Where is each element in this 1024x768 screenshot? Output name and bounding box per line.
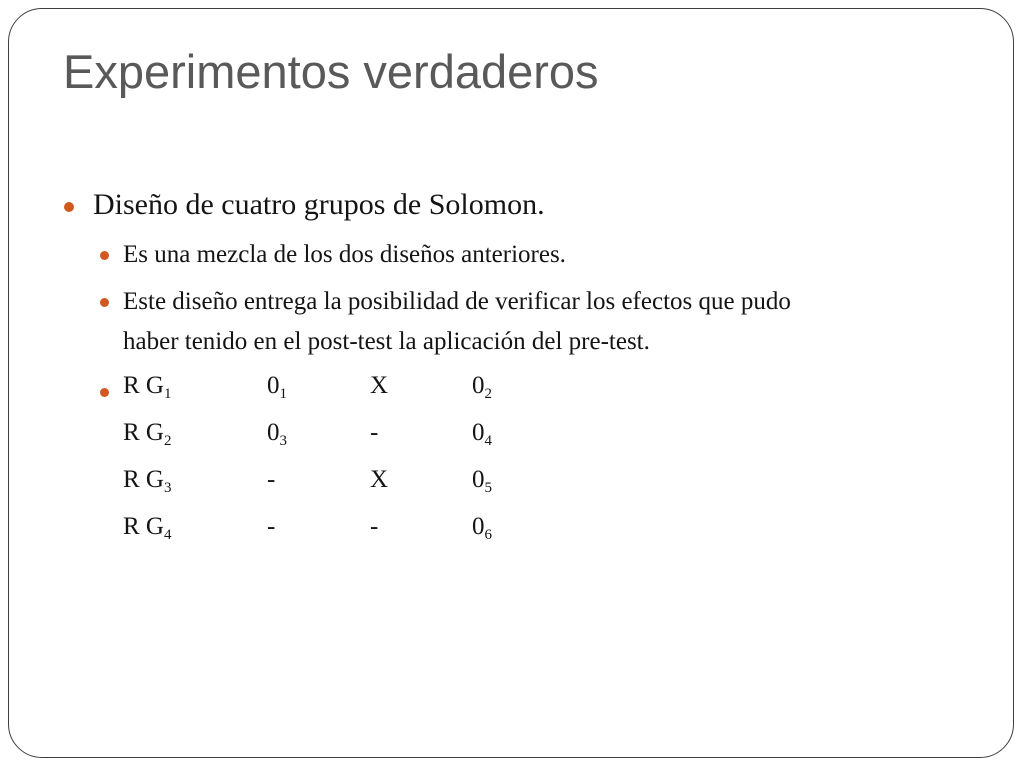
treatment-cell: X <box>370 466 389 493</box>
bullet-dot-icon <box>100 251 109 260</box>
pretest-cell: - <box>267 513 276 540</box>
group-cell: R $G_1$ <box>123 372 172 402</box>
pretest-cell: $0_3$ <box>267 419 287 449</box>
sub-bullet-text: Es una mezcla de los dos diseños anteriores. <box>123 241 566 268</box>
main-bullet-text: Diseño de cuatro grupos de Solomon. <box>93 188 545 221</box>
treatment-cell: - <box>370 419 379 446</box>
pretest-cell: $0_1$ <box>267 372 287 402</box>
treatment-cell: - <box>370 513 379 540</box>
slide-title: Experimentos verdaderos <box>63 45 599 98</box>
posttest-cell: $0_6$ <box>472 513 492 543</box>
posttest-cell: $0_5$ <box>472 466 492 496</box>
pretest-cell: - <box>267 466 276 493</box>
group-cell: R $G_3$ <box>123 466 172 496</box>
bullet-dot-icon <box>64 202 74 212</box>
group-cell: R $G_4$ <box>123 513 172 543</box>
bullet-dot-icon <box>100 298 109 307</box>
treatment-cell: X <box>370 372 389 399</box>
group-cell: R $G_2$ <box>123 419 172 449</box>
bullet-dot-icon <box>100 388 109 397</box>
sub-bullet-text: Este diseño entrega la posibilidad de verificar los efectos que pudo <box>123 288 791 315</box>
posttest-cell: $0_4$ <box>472 419 492 449</box>
posttest-cell: $0_2$ <box>472 372 492 402</box>
sub-bullet-text: haber tenido en el post-test la aplicación del pre-test. <box>123 328 650 355</box>
